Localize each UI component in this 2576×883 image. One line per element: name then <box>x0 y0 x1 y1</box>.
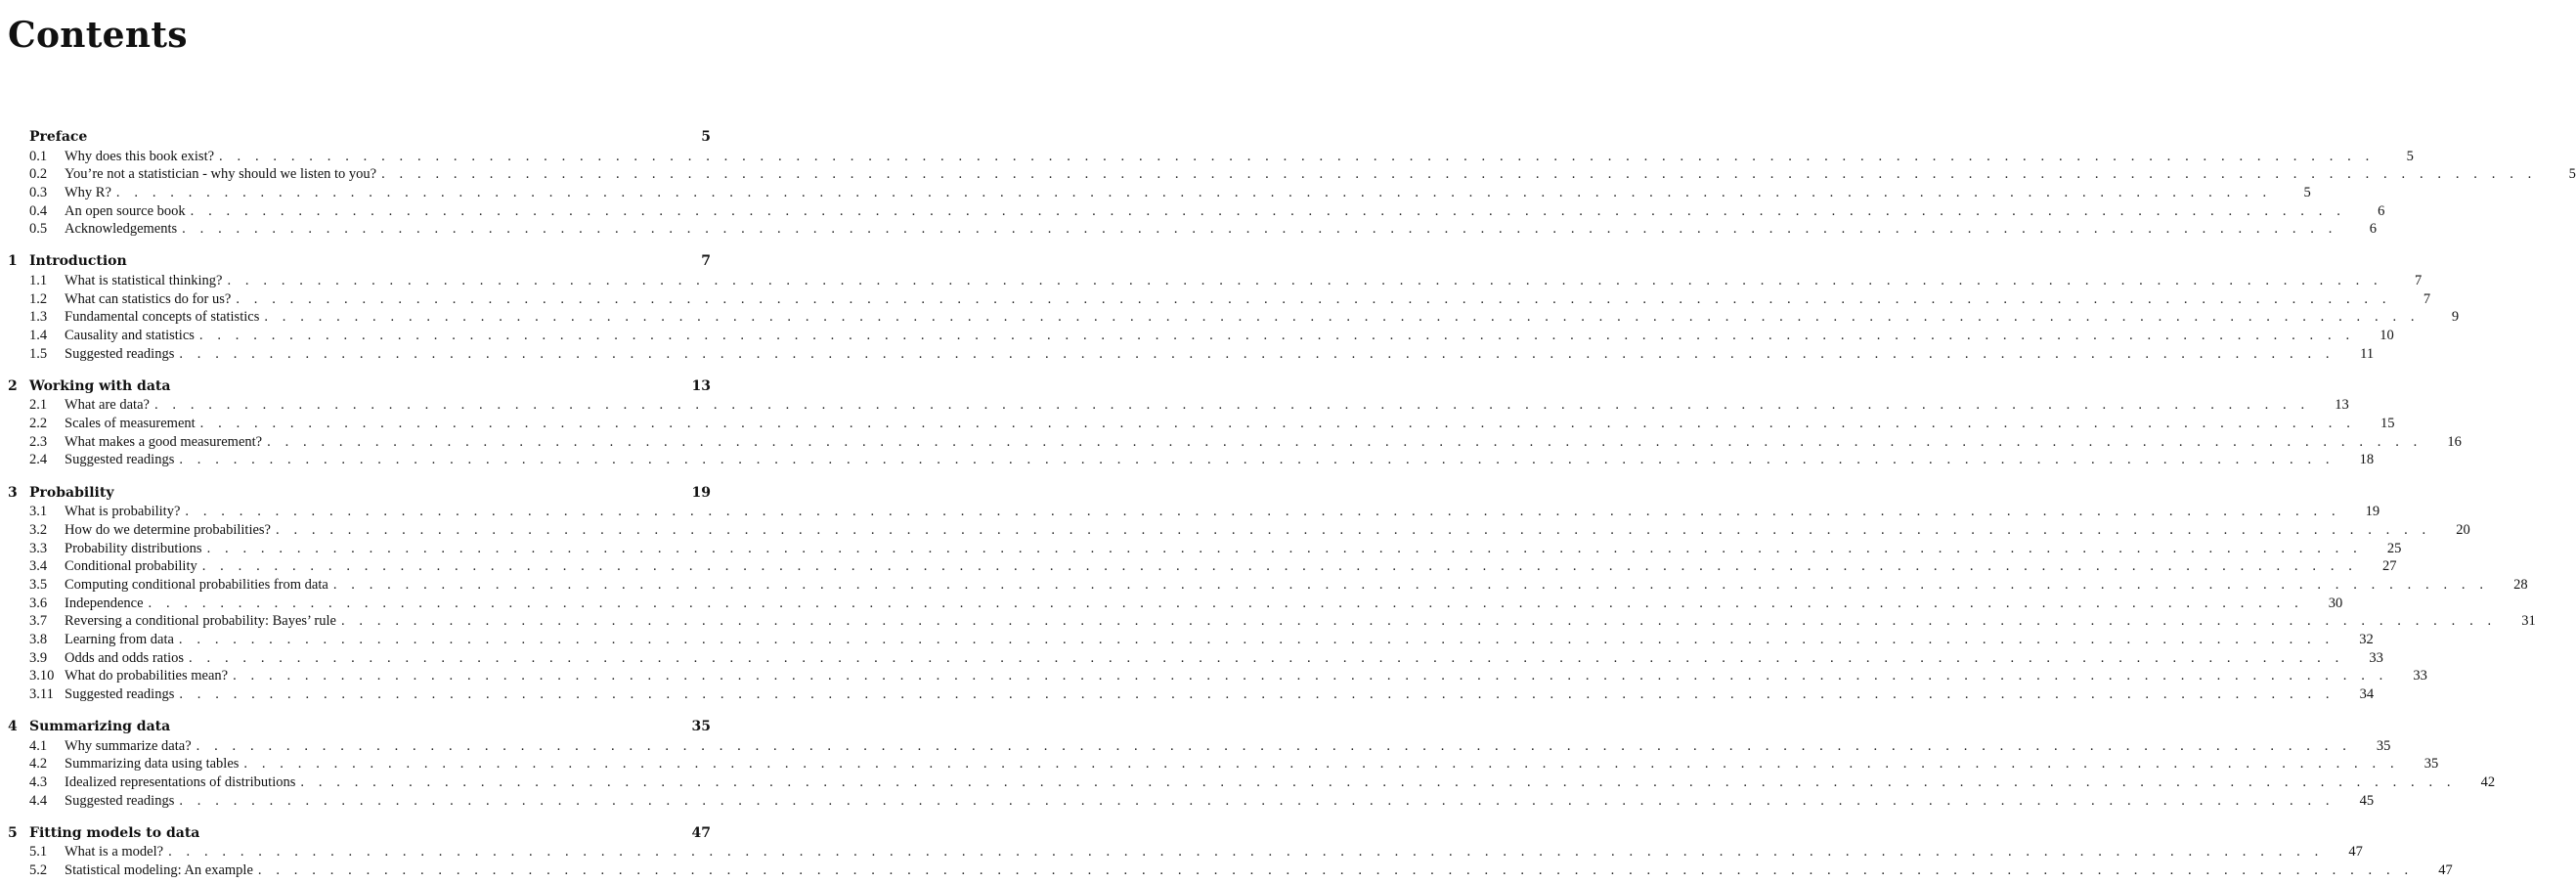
section-number: 3.4 <box>29 558 48 575</box>
section-page-number: 27 <box>2382 558 2397 575</box>
section-page-number: 13 <box>2335 397 2349 414</box>
dot-leader: . . . . . . . . . . . . . . . . . . . . . . . . . . . . . . . . . . . . . . . . . . . . . . . . . . . . . . . . . . . . . . . . . . . . . . . . . . . . . . . . . . . . . . . . . . . . . . . . . . . . . . . . . . . . . . . . . . . . . . . . <box>276 521 2431 538</box>
dot-leader: . . . . . . . . . . . . . . . . . . . . . . . . . . . . . . . . . . . . . . . . . . . . . . . . . . . . . . . . . . . . . . . . . . . . . . . . . . . . . . . . . . . . . . . . . . . . . . . . . . . . . . . . . . . . . . . . . . . . . . . . <box>201 558 2358 575</box>
dot-leader: . . . . . . . . . . . . . . . . . . . . . . . . . . . . . . . . . . . . . . . . . . . . . . . . . . . . . . . . . . . . . . . . . . . . . . . . . . . . . . . . . . . . . . . . . . . . . . . . . . . . . . . . . . . . . . . . . . . . . . . . <box>300 774 2457 791</box>
toc-section-entry[interactable] <box>8 755 2439 773</box>
toc-section-entry[interactable] <box>8 649 2383 668</box>
section-page-number: 28 <box>2513 576 2528 593</box>
page-title: Contents <box>8 15 188 56</box>
toc-section-entry[interactable] <box>8 773 2496 792</box>
dot-leader: . . . . . . . . . . . . . . . . . . . . . . . . . . . . . . . . . . . . . . . . . . . . . . . . . . . . . . . . . . . . . . . . . . . . . . . . . . . . . . . . . . . . . . . . . . . . . . . . . . . . . . . . . . . . . . . . . . . . . . . . <box>206 540 2363 556</box>
section-number: 4.3 <box>29 774 48 791</box>
dot-leader: . . . . . . . . . . . . . . . . . . . . . . . . . . . . . . . . . . . . . . . . . . . . . . . . . . . . . . . . . . . . . . . . . . . . . . . . . . . . . . . . . . . . . . . . . . . . . . . . . . . . . . . . . . . . . . . . . . . . . . . . <box>264 309 2421 326</box>
toc-section-entry[interactable] <box>8 451 2375 469</box>
section-page-number: 42 <box>2480 774 2496 791</box>
section-page-number: 11 <box>2360 345 2375 362</box>
toc-chapter-entry[interactable] <box>8 377 711 397</box>
section-number: 1.2 <box>29 290 48 307</box>
section-page-number: 30 <box>2328 595 2343 611</box>
chapter-number: 4 <box>8 719 18 735</box>
section-title: Causality and statistics <box>65 328 195 343</box>
section-title: What is a model? <box>65 844 164 861</box>
toc-section-entry[interactable] <box>8 148 2414 166</box>
dot-leader: . . . . . . . . . . . . . . . . . . . . . . . . . . . . . . . . . . . . . . . . . . . . . . . . . . . . . . . . . . . . . . . . . . . . . . . . . . . . . . . . . . . . . . . . . . . . . . . . . . . . . . . . . . . . . . . . . . . . . . . . <box>148 595 2304 611</box>
toc-section-entry[interactable] <box>8 540 2402 558</box>
dot-leader: . . . . . . . . . . . . . . . . . . . . . . . . . . . . . . . . . . . . . . . . . . . . . . . . . . . . . . . . . . . . . . . . . . . . . . . . . . . . . . . . . . . . . . . . . . . . . . . . . . . . . . . . . . . . . . . . . . . . . . . . <box>153 397 2310 414</box>
toc-chapter-entry[interactable] <box>8 252 711 272</box>
toc-section-entry[interactable] <box>8 345 2375 364</box>
dot-leader: . . . . . . . . . . . . . . . . . . . . . . . . . . . . . . . . . . . . . . . . . . . . . . . . . . . . . . . . . . . . . . . . . . . . . . . . . . . . . . . . . . . . . . . . . . . . . . . . . . . . . . . . . . . . . . . . . . . . . . . . <box>198 328 2355 343</box>
section-number: 1.4 <box>29 328 48 343</box>
section-page-number: 10 <box>2380 328 2394 343</box>
toc-section-entry[interactable] <box>8 631 2374 649</box>
chapter-page-number: 5 <box>701 129 711 145</box>
toc-section-entry[interactable] <box>8 202 2385 221</box>
section-number: 0.2 <box>29 166 48 183</box>
section-number: 5.2 <box>29 862 48 879</box>
table-of-contents <box>8 128 2576 880</box>
dot-leader: . . . . . . . . . . . . . . . . . . . . . . . . . . . . . . . . . . . . . . . . . . . . . . . . . . . . . . . . . . . . . . . . . . . . . . . . . . . . . . . . . . . . . . . . . . . . . . . . . . . . . . . . . . . . . . . . . . . . . . . . <box>267 433 2423 450</box>
section-title: What makes a good measurement? <box>65 433 263 450</box>
toc-section-entry[interactable] <box>8 521 2470 540</box>
chapter-page-number: 13 <box>691 377 711 394</box>
dot-leader: . . . . . . . . . . . . . . . . . . . . . . . . . . . . . . . . . . . . . . . . . . . . . . . . . . . . . . . . . . . . . . . . . . . . . . . . . . . . . . . . . . . . . . . . . . . . . . . . . . . . . . . . . . . . . . . . . . . . . . . . <box>190 202 2346 219</box>
section-page-number: 9 <box>2451 309 2460 326</box>
toc-section-entry[interactable] <box>8 327 2394 345</box>
toc-section-entry[interactable] <box>8 272 2423 290</box>
chapter-title: Introduction <box>29 253 127 270</box>
toc-section-entry[interactable] <box>8 685 2375 704</box>
section-title: What are data? <box>65 397 150 414</box>
dot-leader: . . . . . . . . . . . . . . . . . . . . . . . . . . . . . . . . . . . . . . . . . . . . . . . . . . . . . . . . . . . . . . . . . . . . . . . . . . . . . . . . . . . . . . . . . . . . . . . . . . . . . . . . . . . . . . . . . . . . . . . . <box>179 452 2336 468</box>
chapter-title: Probability <box>29 484 114 501</box>
dot-leader: . . . . . . . . . . . . . . . . . . . . . . . . . . . . . . . . . . . . . . . . . . . . . . . . . . . . . . . . . . . . . . . . . . . . . . . . . . . . . . . . . . . . . . . . . . . . . . . . . . . . . . . . . . . . . . . . . . . . . . . . <box>196 737 2352 754</box>
dot-leader: . . . . . . . . . . . . . . . . . . . . . . . . . . . . . . . . . . . . . . . . . . . . . . . . . . . . . . . . . . . . . . . . . . . . . . . . . . . . . . . . . . . . . . . . . . . . . . . . . . . . . . . . . . . . . . . . . . . . . . . . <box>115 184 2272 200</box>
section-title: What do probabilities mean? <box>65 668 229 684</box>
toc-section-entry[interactable] <box>8 557 2397 576</box>
section-page-number: 33 <box>2369 649 2383 666</box>
toc-chapter <box>8 377 2462 469</box>
section-title: How do we determine probabilities? <box>65 521 271 538</box>
dot-leader: . . . . . . . . . . . . . . . . . . . . . . . . . . . . . . . . . . . . . . . . . . . . . . . . . . . . . . . . . . . . . . . . . . . . . . . . . . . . . . . . . . . . . . . . . . . . . . . . . . . . . . . . . . . . . . . . . . . . . . . . <box>233 668 2388 684</box>
section-title: Computing conditional probabilities from data <box>65 576 328 593</box>
section-page-number: 7 <box>2423 290 2431 307</box>
section-page-number: 35 <box>2423 756 2439 773</box>
section-number: 3.9 <box>29 649 48 666</box>
section-number: 0.1 <box>29 148 48 164</box>
toc-chapter-entry[interactable] <box>8 128 711 148</box>
section-page-number: 19 <box>2365 504 2380 520</box>
section-page-number: 5 <box>2568 166 2576 183</box>
toc-section-entry[interactable] <box>8 165 2576 184</box>
section-title: What is statistical thinking? <box>65 272 223 288</box>
chapter-number: 3 <box>8 484 18 501</box>
section-page-number: 5 <box>2406 148 2414 164</box>
dot-leader: . . . . . . . . . . . . . . . . . . . . . . . . . . . . . . . . . . . . . . . . . . . . . . . . . . . . . . . . . . . . . . . . . . . . . . . . . . . . . . . . . . . . . . . . . . . . . . . . . . . . . . . . . . . . . . . . . . . . . . . . <box>185 504 2341 520</box>
section-page-number: 15 <box>2380 416 2395 432</box>
toc-section-entry[interactable] <box>8 792 2375 811</box>
toc-section-entry[interactable] <box>8 503 2380 521</box>
toc-chapter <box>8 484 2536 704</box>
section-title: Summarizing data using tables <box>65 756 240 773</box>
chapter-number: 2 <box>8 377 18 394</box>
section-number: 2.2 <box>29 416 48 432</box>
toc-section-entry[interactable] <box>8 843 2363 861</box>
section-number: 1.5 <box>29 345 48 362</box>
section-title: Suggested readings <box>65 345 175 362</box>
section-title: Reversing a conditional probability: Bayes’ rule <box>65 613 336 630</box>
dot-leader: . . . . . . . . . . . . . . . . . . . . . . . . . . . . . . . . . . . . . . . . . . . . . . . . . . . . . . . . . . . . . . . . . . . . . . . . . . . . . . . . . . . . . . . . . . . . . . . . . . . . . . . . . . . . . . . . . . . . . . . . <box>189 649 2344 666</box>
section-number: 2.3 <box>29 433 48 450</box>
section-page-number: 34 <box>2359 686 2375 702</box>
section-page-number: 16 <box>2447 433 2462 450</box>
toc-section-entry[interactable] <box>8 861 2453 880</box>
section-page-number: 47 <box>2438 862 2453 879</box>
toc-chapter <box>8 824 2453 880</box>
section-title: Conditional probability <box>65 558 197 575</box>
section-number: 4.4 <box>29 792 48 809</box>
chapter-page-number: 35 <box>691 719 711 735</box>
section-number: 2.4 <box>29 452 48 468</box>
toc-section-entry[interactable] <box>8 667 2427 685</box>
toc-section-entry[interactable] <box>8 220 2377 239</box>
section-page-number: 18 <box>2359 452 2375 468</box>
section-number: 1.3 <box>29 309 48 326</box>
toc-section-entry[interactable] <box>8 290 2431 309</box>
dot-leader: . . . . . . . . . . . . . . . . . . . . . . . . . . . . . . . . . . . . . . . . . . . . . . . . . . . . . . . . . . . . . . . . . . . . . . . . . . . . . . . . . . . . . . . . . . . . . . . . . . . . . . . . . . . . . . . . . . . . . . . . <box>257 862 2414 879</box>
section-title: Why R? <box>65 184 111 200</box>
dot-leader: . . . . . . . . . . . . . . . . . . . . . . . . . . . . . . . . . . . . . . . . . . . . . . . . . . . . . . . . . . . . . . . . . . . . . . . . . . . . . . . . . . . . . . . . . . . . . . . . . . . . . . . . . . . . . . . . . . . . . . . . <box>243 756 2400 773</box>
section-number: 3.7 <box>29 613 48 630</box>
toc-chapter <box>8 718 2496 810</box>
section-number: 3.5 <box>29 576 48 593</box>
chapter-page-number: 7 <box>701 253 711 270</box>
toc-section-entry[interactable] <box>8 576 2528 595</box>
toc-chapter-entry[interactable] <box>8 484 711 504</box>
section-title: Why does this book exist? <box>65 148 215 164</box>
section-title: Idealized representations of distributions <box>65 774 296 791</box>
section-page-number: 6 <box>2378 202 2385 219</box>
section-number: 3.1 <box>29 504 48 520</box>
section-page-number: 35 <box>2376 737 2391 754</box>
dot-leader: . . . . . . . . . . . . . . . . . . . . . . . . . . . . . . . . . . . . . . . . . . . . . . . . . . . . . . . . . . . . . . . . . . . . . . . . . . . . . . . . . . . . . . . . . . . . . . . . . . . . . . . . . . . . . . . . . . . . . . . . <box>381 166 2537 183</box>
dot-leader: . . . . . . . . . . . . . . . . . . . . . . . . . . . . . . . . . . . . . . . . . . . . . . . . . . . . . . . . . . . . . . . . . . . . . . . . . . . . . . . . . . . . . . . . . . . . . . . . . . . . . . . . . . . . . . . . . . . . . . . . <box>168 844 2324 861</box>
section-title: You’re not a statistician - why should we listen to you? <box>65 166 377 183</box>
toc-section-entry[interactable] <box>8 612 2536 631</box>
dot-leader: . . . . . . . . . . . . . . . . . . . . . . . . . . . . . . . . . . . . . . . . . . . . . . . . . . . . . . . . . . . . . . . . . . . . . . . . . . . . . . . . . . . . . . . . . . . . . . . . . . . . . . . . . . . . . . . . . . . . . . . . <box>332 576 2489 593</box>
section-title: What can statistics do for us? <box>65 290 232 307</box>
section-number: 5.1 <box>29 844 48 861</box>
chapter-number: 1 <box>8 253 18 270</box>
section-page-number: 25 <box>2386 540 2402 556</box>
chapter-page-number: 19 <box>691 484 711 501</box>
chapter-number: 5 <box>8 824 18 841</box>
section-page-number: 32 <box>2359 631 2374 647</box>
section-number: 3.11 <box>29 686 54 702</box>
section-title: Fundamental concepts of statistics <box>65 309 260 326</box>
chapter-page-number: 47 <box>691 824 711 841</box>
dot-leader: . . . . . . . . . . . . . . . . . . . . . . . . . . . . . . . . . . . . . . . . . . . . . . . . . . . . . . . . . . . . . . . . . . . . . . . . . . . . . . . . . . . . . . . . . . . . . . . . . . . . . . . . . . . . . . . . . . . . . . . . <box>236 290 2392 307</box>
section-title: Suggested readings <box>65 686 175 702</box>
section-title: Scales of measurement <box>65 416 196 432</box>
section-page-number: 6 <box>2369 221 2377 238</box>
toc-section-entry[interactable] <box>8 433 2462 452</box>
section-number: 3.8 <box>29 631 48 647</box>
toc-section-entry[interactable] <box>8 396 2349 415</box>
dot-leader: . . . . . . . . . . . . . . . . . . . . . . . . . . . . . . . . . . . . . . . . . . . . . . . . . . . . . . . . . . . . . . . . . . . . . . . . . . . . . . . . . . . . . . . . . . . . . . . . . . . . . . . . . . . . . . . . . . . . . . . . <box>179 686 2336 702</box>
section-page-number: 7 <box>2415 272 2423 288</box>
section-title: Probability distributions <box>65 540 202 556</box>
section-title: Statistical modeling: An example <box>65 862 253 879</box>
toc-chapter-entry[interactable] <box>8 824 711 844</box>
toc-section-entry[interactable] <box>8 595 2343 613</box>
section-number: 2.1 <box>29 397 48 414</box>
dot-leader: . . . . . . . . . . . . . . . . . . . . . . . . . . . . . . . . . . . . . . . . . . . . . . . . . . . . . . . . . . . . . . . . . . . . . . . . . . . . . . . . . . . . . . . . . . . . . . . . . . . . . . . . . . . . . . . . . . . . . . . . <box>199 416 2356 432</box>
section-page-number: 31 <box>2521 613 2536 630</box>
chapter-title: Summarizing data <box>29 719 171 735</box>
section-number: 0.3 <box>29 184 48 200</box>
section-number: 3.3 <box>29 540 48 556</box>
section-page-number: 5 <box>2303 184 2311 200</box>
section-title: What is probability? <box>65 504 181 520</box>
toc-section-entry[interactable] <box>8 308 2460 327</box>
section-page-number: 47 <box>2348 844 2363 861</box>
chapter-title: Working with data <box>29 377 171 394</box>
toc-section-entry[interactable] <box>8 184 2311 202</box>
section-title: Suggested readings <box>65 452 175 468</box>
section-title: Learning from data <box>65 631 174 647</box>
section-page-number: 33 <box>2413 668 2427 684</box>
section-number: 1.1 <box>29 272 48 288</box>
section-title: An open source book <box>65 202 186 219</box>
toc-section-entry[interactable] <box>8 415 2395 433</box>
dot-leader: . . . . . . . . . . . . . . . . . . . . . . . . . . . . . . . . . . . . . . . . . . . . . . . . . . . . . . . . . . . . . . . . . . . . . . . . . . . . . . . . . . . . . . . . . . . . . . . . . . . . . . . . . . . . . . . . . . . . . . . . <box>219 148 2375 164</box>
section-number: 0.5 <box>29 221 48 238</box>
section-number: 3.10 <box>29 668 55 684</box>
toc-chapter <box>8 252 2460 363</box>
dot-leader: . . . . . . . . . . . . . . . . . . . . . . . . . . . . . . . . . . . . . . . . . . . . . . . . . . . . . . . . . . . . . . . . . . . . . . . . . . . . . . . . . . . . . . . . . . . . . . . . . . . . . . . . . . . . . . . . . . . . . . . . <box>227 272 2383 288</box>
section-number: 3.6 <box>29 595 48 611</box>
dot-leader: . . . . . . . . . . . . . . . . . . . . . . . . . . . . . . . . . . . . . . . . . . . . . . . . . . . . . . . . . . . . . . . . . . . . . . . . . . . . . . . . . . . . . . . . . . . . . . . . . . . . . . . . . . . . . . . . . . . . . . . . <box>179 345 2336 362</box>
toc-chapter <box>8 128 2576 239</box>
section-number: 0.4 <box>29 202 48 219</box>
section-title: Suggested readings <box>65 792 175 809</box>
dot-leader: . . . . . . . . . . . . . . . . . . . . . . . . . . . . . . . . . . . . . . . . . . . . . . . . . . . . . . . . . . . . . . . . . . . . . . . . . . . . . . . . . . . . . . . . . . . . . . . . . . . . . . . . . . . . . . . . . . . . . . . . <box>178 631 2335 647</box>
section-number: 3.2 <box>29 521 48 538</box>
toc-section-entry[interactable] <box>8 737 2391 756</box>
section-number: 4.1 <box>29 737 48 754</box>
chapter-title: Preface <box>29 129 88 145</box>
section-title: Independence <box>65 595 144 611</box>
dot-leader: . . . . . . . . . . . . . . . . . . . . . . . . . . . . . . . . . . . . . . . . . . . . . . . . . . . . . . . . . . . . . . . . . . . . . . . . . . . . . . . . . . . . . . . . . . . . . . . . . . . . . . . . . . . . . . . . . . . . . . . . <box>340 613 2497 630</box>
section-page-number: 45 <box>2359 792 2375 809</box>
section-page-number: 20 <box>2456 521 2470 538</box>
section-number: 4.2 <box>29 756 48 773</box>
chapter-title: Fitting models to data <box>29 824 200 841</box>
dot-leader: . . . . . . . . . . . . . . . . . . . . . . . . . . . . . . . . . . . . . . . . . . . . . . . . . . . . . . . . . . . . . . . . . . . . . . . . . . . . . . . . . . . . . . . . . . . . . . . . . . . . . . . . . . . . . . . . . . . . . . . . <box>182 221 2337 238</box>
dot-leader: . . . . . . . . . . . . . . . . . . . . . . . . . . . . . . . . . . . . . . . . . . . . . . . . . . . . . . . . . . . . . . . . . . . . . . . . . . . . . . . . . . . . . . . . . . . . . . . . . . . . . . . . . . . . . . . . . . . . . . . . <box>179 792 2336 809</box>
toc-chapter-entry[interactable] <box>8 718 711 737</box>
section-title: Acknowledgements <box>65 221 178 238</box>
section-title: Why summarize data? <box>65 737 192 754</box>
section-title: Odds and odds ratios <box>65 649 185 666</box>
